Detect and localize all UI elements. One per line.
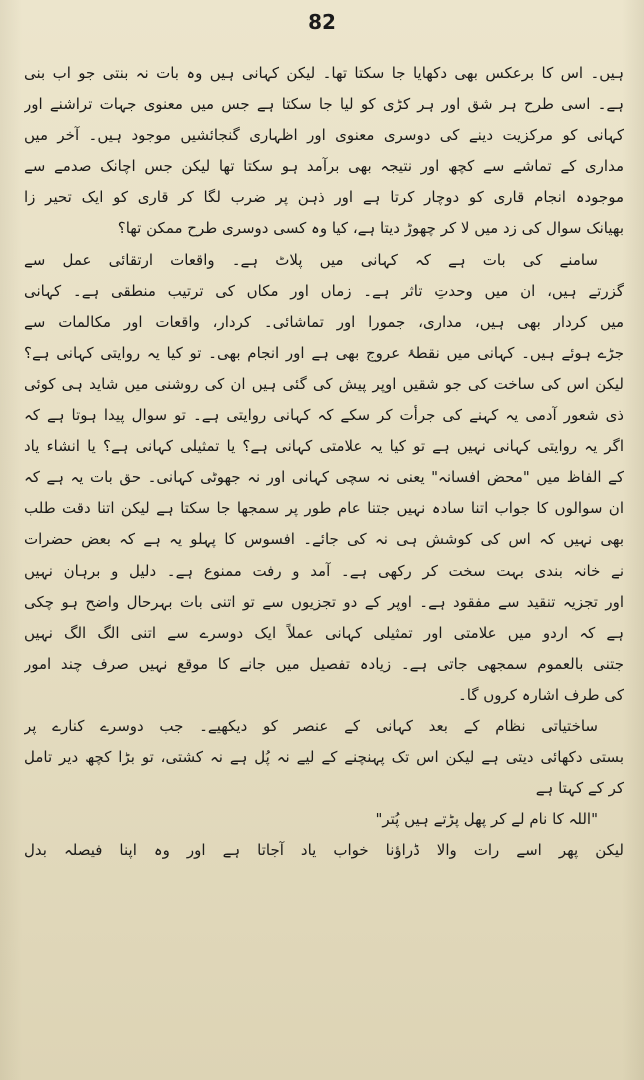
text-line: جتنی بالعموم سمجھی جاتی ہے۔ زیادہ تفصیل میں جانے کا موقع نہیں صرف چند امور: [24, 654, 624, 673]
text-line: اور تجزیہ تنقید سے مفقود ہے۔ اوپر کے دو تجزیوں سے تو اتنی بات بہرحال واضح ہو چکی: [24, 592, 624, 611]
text-line: ساختیاتی نظام کے بعد کہانی کے عنصر کو دیکھیے۔ جب دوسرے کنارے پر: [24, 716, 598, 735]
text-line: ہیں۔ اس کا برعکس بھی دکھایا جا سکتا تھا۔ لیکن کہانی ہیں وہ بات نہ بنتی جو اب بنی: [24, 64, 624, 82]
text-line: بستی دکھائی دیتی ہے لیکن اس تک پہنچنے کے لیے نہ پُل ہے نہ کشتی، تو بڑا کچھ دیر تامل: [24, 748, 624, 767]
text-line: "اللہ کا نام لے کر پھل پڑتے ہیں پُتر": [375, 810, 598, 829]
text-line: سامنے کی بات ہے کہ کہانی میں پلاٹ ہے۔ واقعات ارتقائی عمل سے: [24, 250, 598, 269]
text-line: جڑے ہوئے ہیں۔ کہانی میں نقطۂ عروج بھی ہے اور انجام بھی۔ تو کیا یہ روایتی کہانی ہے؟: [24, 343, 624, 362]
text-line: لیکن پھر اسے رات والا ڈراؤنا خواب یاد آجاتا ہے اور وہ اپنا فیصلہ بدل: [24, 841, 624, 860]
text-line: ہے کہ اردو میں علامتی اور تمثیلی کہانی عملاً ایک دوسرے سے اتنی الگ الگ نہیں: [24, 623, 624, 642]
text-line: کے الفاظ میں "محض افسانہ" یعنی نہ سچی کہانی اور نہ جھوٹی کہانی۔ حق بات یہ ہے کہ: [24, 468, 624, 487]
text-line: کر کے کہتا ہے: [535, 779, 624, 798]
urdu-body-text: [24, 58, 624, 866]
text-line: بھی نہیں کہ اس کی کوشش ہی نہ کی جائے۔ افسوس کا پہلو یہ ہے کہ بعض حضرات: [24, 530, 624, 549]
text-line: ہے۔ اسی طرح ہر شق اور ہر کڑی کو لیا جا سکتا ہے جس میں معنوی جہات تراشنے اور: [24, 95, 624, 114]
text-line: ان سوالوں کا جواب اتنا سادہ نہیں جتنا عام طور پر سمجھا جا سکتا ہے لیکن اتنا دقت طلب: [24, 499, 624, 518]
text-line: کہانی کو مرکزیت دینے کی دوسری معنوی اور اظہاری گنجائشیں موجود ہیں۔ آخر میں: [24, 126, 624, 145]
page-number: 82: [308, 10, 336, 34]
text-line: موجودہ انجام قاری کو دوچار کرتا ہے اور ذہن پر ضرب لگا کر قاری کو ایک تحیر زا: [24, 188, 624, 207]
text-line: اگر یہ روایتی کہانی نہیں ہے تو کیا یہ علامتی کہانی ہے؟ یا تمثیلی کہانی ہے؟ یا انشاء یاد: [24, 437, 624, 456]
text-line: نے خانہ بندی بہت سخت کر رکھی ہے۔ آمد و رفت ممنوع ہے۔ دلیل و برہان نہیں: [24, 561, 624, 580]
text-line: کی طرف اشارہ کروں گا۔: [458, 685, 624, 704]
text-line: بھیانک سوال کی زد میں لا کر چھوڑ دیتا ہے، کیا وہ کسی دوسری طرح ممکن تھا؟: [117, 219, 624, 238]
text-line: گزرتے ہیں، ان میں وحدتِ تاثر ہے۔ زماں اور مکاں کی ترتیب منطقی ہے۔ کہانی: [24, 281, 624, 300]
text-line: لیکن اس کی ساخت کی جو شقیں اوپر پیش کی گئی ہیں ان کی روشنی میں شاید ہی کوئی: [24, 374, 624, 393]
text-line: میں کردار بھی ہیں، مداری، جمورا اور تماشائی۔ کردار، واقعات اور مکالمات سے: [24, 312, 624, 331]
text-line: ذی شعور آدمی یہ کہنے کی جرأت کر سکے کہ کہانی روایتی ہے۔ تو سوال پیدا ہوتا ہے کہ: [24, 406, 624, 425]
text-line: مداری کے تماشے سے کچھ اور نتیجہ بھی برآمد ہو سکتا تھا لیکن جس اچانک صدمے سے: [24, 157, 624, 176]
